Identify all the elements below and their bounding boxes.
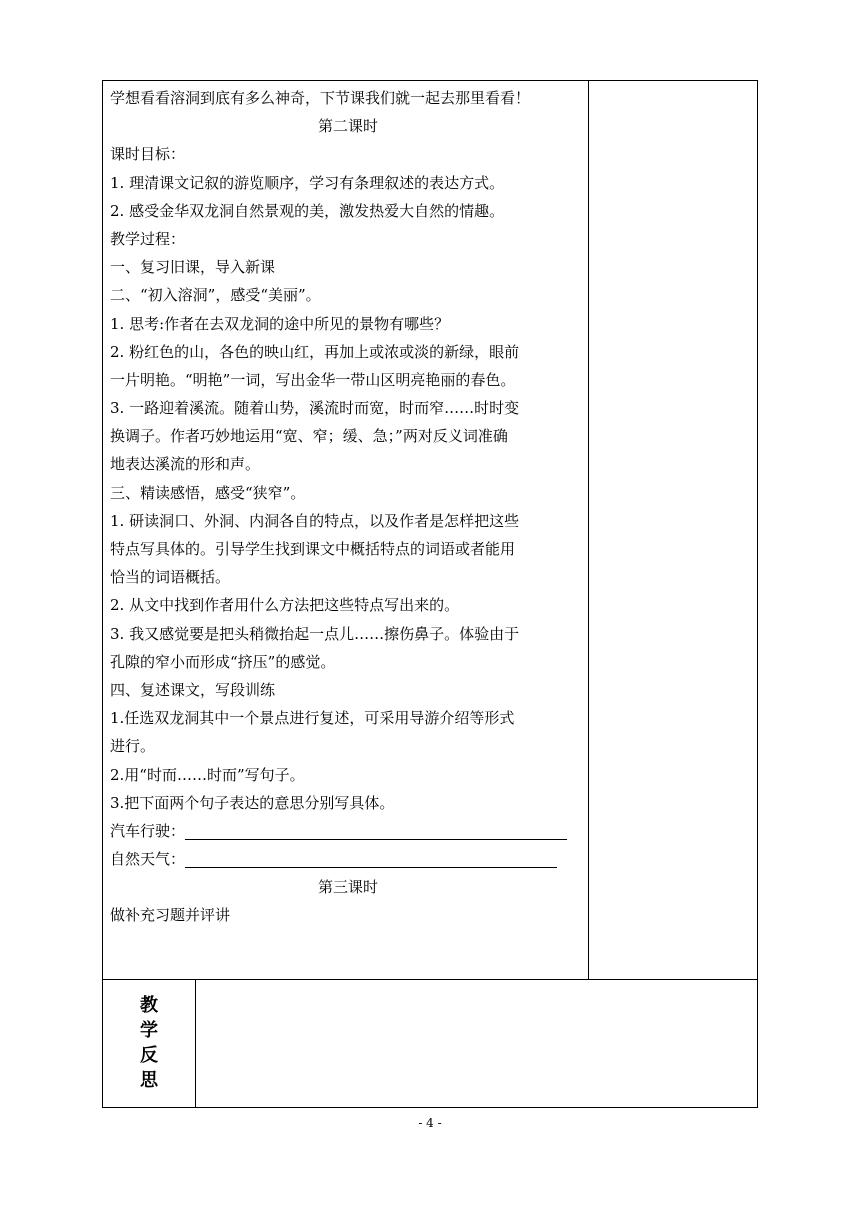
text-line: 2.用“时而……时而”写句子。 [110, 765, 305, 784]
text-line: 2. 粉红色的山，各色的映山红，再加上或浓或淡的新绿，眼前 [110, 342, 520, 361]
fill-line-car [110, 817, 586, 845]
fill-label: 汽车行驶： [110, 821, 186, 840]
lesson-content [110, 84, 586, 930]
blank-underline [185, 848, 557, 868]
row-divider [102, 979, 758, 980]
section-title: 第三课时 [317, 878, 378, 897]
text-line: 恰当的词语概括。 [110, 568, 231, 587]
text-line: 换调子。作者巧妙地运用“宽、窄；缓、急；”两对反义词准确 [110, 427, 508, 446]
text-line: 一片明艳。“明艳”一词，写出金华一带山区明亮艳丽的春色。 [110, 370, 516, 389]
text-line: 3. 一路迎着溪流。随着山势，溪流时而宽，时而窄……时时变 [110, 399, 520, 418]
text-line: 2. 从文中找到作者用什么方法把这些特点写出来的。 [110, 596, 460, 615]
text-line: 特点写具体的。引导学生找到课文中概括特点的词语或者能用 [110, 540, 516, 558]
text-line: 1. 研读洞口、外洞、内洞各自的特点，以及作者是怎样把这些 [110, 511, 520, 530]
fill-line-weather [110, 845, 586, 873]
text-line: 进行。 [110, 737, 156, 756]
reflection-char: 反 [140, 1045, 158, 1066]
text-line: 1.任选双龙洞其中一个景点进行复述，可采用导游介绍等形式 [110, 709, 515, 728]
text-line: 三、精读感悟，感受“狭窄”。 [110, 483, 306, 502]
text-line: 孔隙的窄小而形成“挤压”的感觉。 [110, 652, 336, 671]
text-line: 二、“初入溶洞”，感受“美丽”。 [110, 286, 321, 305]
text-line: 教学过程： [110, 229, 186, 248]
text-line: 学想看看溶洞到底有多么神奇，下节课我们就一起去那里看看！ [110, 89, 531, 107]
text-line: 四、复述课文，写段训练 [110, 680, 276, 699]
column-divider-bottom [195, 979, 196, 1108]
reflection-char: 思 [140, 1070, 158, 1091]
text-line: 课时目标： [110, 145, 186, 164]
column-divider-top [588, 80, 589, 980]
page-number: - 4 - [418, 1116, 442, 1130]
reflection-char: 教 [140, 995, 158, 1016]
text-line: 3. 我又感觉要是把头稍微抬起一点儿……擦伤鼻子。体验由于 [110, 624, 520, 643]
text-line: 1. 思考:作者在去双龙洞的途中所见的景物有哪些？ [110, 314, 450, 333]
reflection-char: 学 [140, 1020, 158, 1041]
text-line: 地表达溪流的形和声。 [110, 455, 261, 474]
text-line: 3.把下面两个句子表达的意思分别写具体。 [110, 793, 395, 812]
text-line: 2. 感受金华双龙洞自然景观的美，激发热爱大自然的情趣。 [110, 201, 505, 220]
text-line: 做补充习题并评讲 [110, 906, 231, 925]
fill-label: 自然天气： [110, 850, 186, 869]
text-line: 一、复习旧课，导入新课 [110, 258, 276, 277]
section-title: 第二课时 [317, 117, 378, 136]
blank-underline [185, 820, 567, 840]
text-line: 1. 理清课文记叙的游览顺序，学习有条理叙述的表达方式。 [110, 173, 505, 192]
reflection-label [103, 980, 195, 1106]
